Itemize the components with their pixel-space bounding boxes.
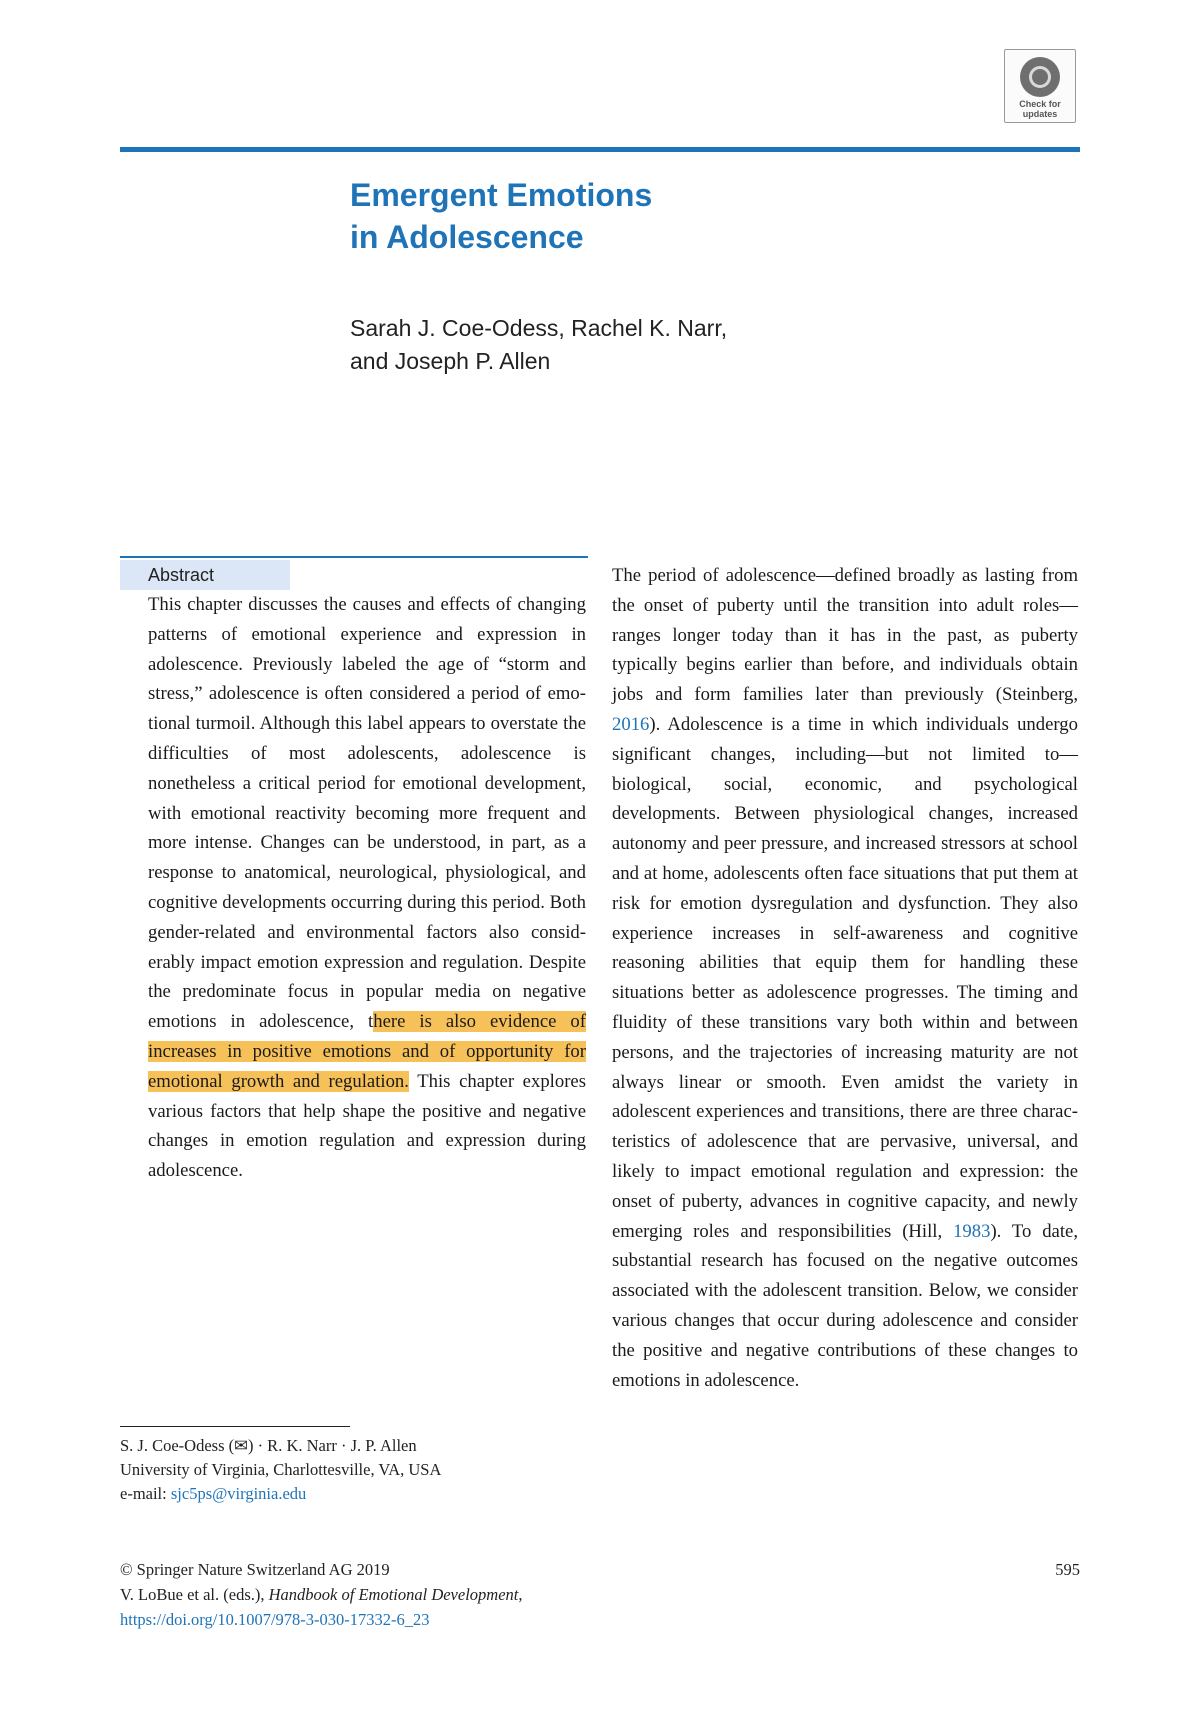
abstract-rule <box>120 556 588 558</box>
citation-link-2016[interactable]: 2016 <box>612 713 650 735</box>
book-title-suffix: , <box>518 1585 523 1604</box>
page-footer <box>120 1557 1080 1632</box>
doi-line <box>120 1607 1080 1632</box>
body-text-part-2: ). Adolescence is a time in which individuals undergo significant changes, including—but not limited to—biological, social, economic, and psychological developments. Between physiological changes, increased autonomy and peer pressure, and increased stressors at school and at home, adolescents often face situations that put them at risk for emotion dysregulation and dysfunction. They also experience increases in self-awareness and cognitive reasoning abilities that equip them for handling these situations better as adolescence progresses. The timing and fluidity of these transitions vary both within and between persons, and the trajectories of increasing maturity are not always linear or smooth. Even amidst the variety in adolescent experiences and transitions, there are three characteristics of adolescence that are pervasive, universal, and likely to impact emotional regulation and expression: the onset of puberty, advances in cognitive capacity, and newly emerging roles and responsibilities (Hill, <box>612 713 1078 1242</box>
page-number: 595 <box>1055 1560 1080 1579</box>
doi-link[interactable]: https://doi.org/10.1007/978-3-030-17332-6_23 <box>120 1610 430 1629</box>
body-text-part-3: ). To date, substantial research has focused on the negative outcomes associated with the adolescent transition. Below, we consider various changes that occur during adolescence and consider the positive and negative contributions of these changes to emotions in adolescence. <box>612 1220 1078 1391</box>
footnote-rule <box>120 1426 350 1427</box>
email-link[interactable]: sjc5ps@virginia.edu <box>170 1484 307 1503</box>
header-rule <box>120 147 1080 152</box>
body-paragraph <box>612 561 1078 1395</box>
email-label: e-mail: <box>120 1484 171 1503</box>
highlighted-text[interactable]: here is also evidence of increases in positive emotions and of opportunity for emotional growth and regulation. <box>148 1011 586 1092</box>
citation-line <box>120 1582 1080 1607</box>
footnote-email-line <box>120 1482 580 1506</box>
update-icon <box>1020 57 1060 97</box>
book-title: Handbook of Emotional Development <box>268 1585 519 1604</box>
title-line-1: Emergent Emotions <box>350 177 653 213</box>
badge-label: Check for updates <box>1019 99 1061 119</box>
body-text-part-1: The period of adolescence—defined broadly as lasting from the onset of puberty until the transition into adult roles—ranges longer today than it has in the past, as puberty typically begins earlier than before, and individuals obtain jobs and form families later than previously (Steinberg, <box>612 565 1078 706</box>
editors: V. LoBue et al. (eds.), <box>120 1585 269 1604</box>
check-for-updates-badge[interactable] <box>1004 49 1076 123</box>
abstract-text <box>148 590 586 1186</box>
footnote-affiliation: University of Virginia, Charlottesville, VA, USA <box>120 1460 442 1479</box>
authors-line-1: Sarah J. Coe-Odess, Rachel K. Narr, <box>350 315 728 341</box>
footnote-authors: S. J. Coe-Odess (✉) · R. K. Narr · J. P. Allen <box>120 1436 417 1455</box>
title-line-2: in Adolescence <box>350 219 584 255</box>
abstract-heading: Abstract <box>120 560 290 590</box>
chapter-title <box>350 174 950 258</box>
copyright-line: © Springer Nature Switzerland AG 2019 <box>120 1560 390 1579</box>
abstract-text-before: This chapter discusses the causes and effects of changing patterns of emotional experience and expression in adolescence. Previously labeled the age of “storm and stress,” adolescence is often considered a period of emotional turmoil. Although this label appears to overstate the difficulties of most adolescents, adolescence is nonetheless a critical period for emotional development, with emotional reactivity becoming more frequent and more intense. Changes can be understood, in part, as a response to anatomical, neurological, physiological, and cognitive developments occurring during this period. Both gender-related and environmental factors also considerably impact emotion expression and regulation. Despite the predominate focus in popular media on negative emotions in adolescence, t <box>148 594 586 1033</box>
authors-line-2: and Joseph P. Allen <box>350 348 551 374</box>
abstract-text-after: This chapter explores various factors that help shape the positive and negative changes in emotion regulation and expression during adolescence. <box>148 1070 586 1182</box>
author-list <box>350 312 870 378</box>
citation-link-1983[interactable]: 1983 <box>953 1220 991 1242</box>
author-affiliation-footnote <box>120 1434 580 1506</box>
